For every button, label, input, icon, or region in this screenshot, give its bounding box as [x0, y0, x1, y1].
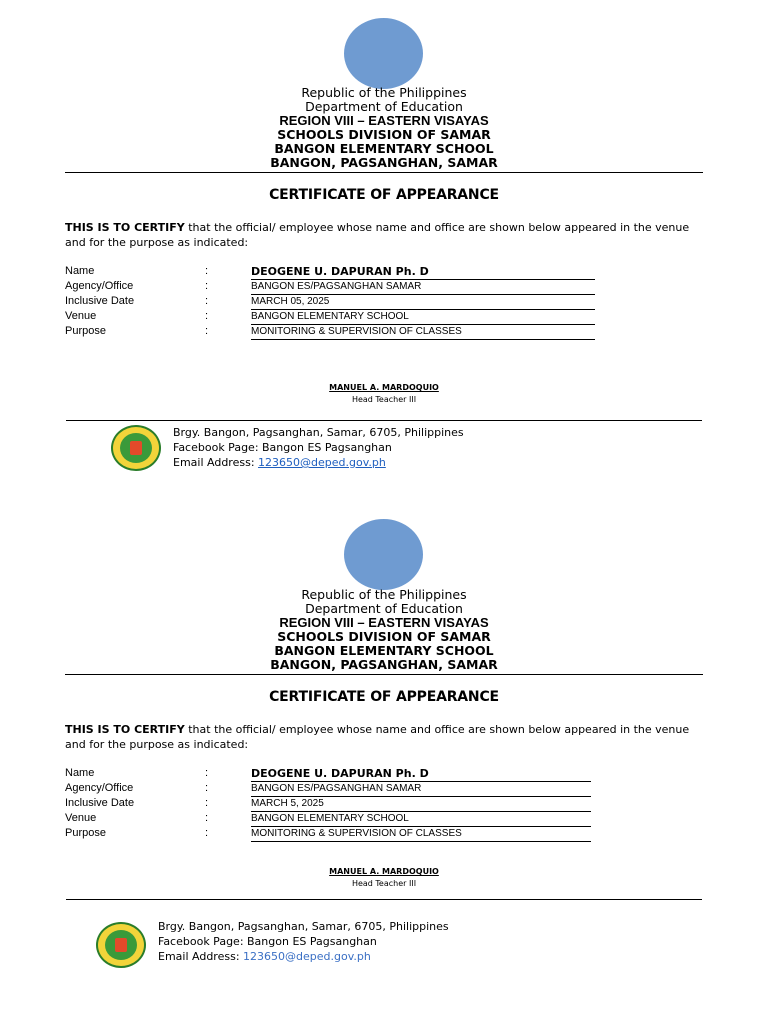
email-text[interactable]: 123650@deped.gov.ph [243, 950, 371, 963]
label-venue: Venue [65, 812, 97, 824]
colon: : [205, 265, 209, 277]
label-purpose: Purpose [65, 827, 106, 839]
label-venue: Venue [65, 310, 97, 322]
header-divider [65, 172, 703, 173]
contact-block [158, 919, 449, 964]
label-purpose: Purpose [65, 325, 106, 337]
deped-seal-placeholder [344, 519, 423, 590]
email-label: Email Address: [158, 950, 244, 963]
contact-address: Brgy. Bangon, Pagsanghan, Samar, 6705, Philippines [158, 920, 449, 933]
header-address: BANGON, PAGSANGHAN, SAMAR [270, 657, 498, 672]
value-purpose: MONITORING & SUPERVISION OF CLASSES [251, 827, 591, 842]
certify-body: that the official/ employee whose name and office are shown below appeared in the venue and for the purpose as indicated: [65, 723, 690, 751]
footer-divider [66, 899, 702, 900]
email-label: Email Address: [173, 456, 259, 469]
value-name: DEOGENE U. DAPURAN Ph. D [251, 767, 591, 782]
value-purpose: MONITORING & SUPERVISION OF CLASSES [251, 325, 595, 340]
contact-email [173, 455, 464, 470]
value-name: DEOGENE U. DAPURAN Ph. D [251, 265, 595, 280]
colon: : [205, 310, 209, 322]
colon: : [205, 325, 209, 337]
value-agency: BANGON ES/PAGSANGHAN SAMAR [251, 280, 595, 295]
value-agency: BANGON ES/PAGSANGHAN SAMAR [251, 782, 591, 797]
colon: : [205, 295, 209, 307]
certify-lead: THIS IS TO CERTIFY [65, 723, 185, 736]
signer-name: MANUEL A. MARDOQUIO [329, 867, 439, 876]
certificate-1 [0, 0, 768, 500]
header-school: BANGON ELEMENTARY SCHOOL [274, 141, 494, 156]
label-name: Name [65, 265, 95, 277]
certify-statement [65, 722, 705, 752]
header-republic: Republic of the Philippines [301, 587, 467, 602]
contact-block [173, 425, 464, 470]
header-region: REGION VIII – EASTERN VISAYAS [279, 113, 489, 128]
certify-statement [65, 220, 705, 250]
certificate-title: CERTIFICATE OF APPEARANCE [269, 187, 499, 203]
label-date: Inclusive Date [65, 797, 135, 809]
certificate-title: CERTIFICATE OF APPEARANCE [269, 689, 499, 705]
header-department: Department of Education [305, 601, 463, 616]
colon: : [205, 797, 209, 809]
certify-lead: THIS IS TO CERTIFY [65, 221, 185, 234]
field-venue [65, 812, 705, 827]
field-purpose [65, 827, 705, 842]
signer-name: MANUEL A. MARDOQUIO [329, 383, 439, 392]
colon: : [205, 280, 209, 292]
header-division: SCHOOLS DIVISION OF SAMAR [277, 629, 491, 644]
label-date: Inclusive Date [65, 295, 135, 307]
email-link[interactable]: 123650@deped.gov.ph [258, 456, 386, 469]
value-venue: BANGON ELEMENTARY SCHOOL [251, 310, 595, 325]
colon: : [205, 782, 209, 794]
field-date [65, 295, 705, 310]
field-agency [65, 782, 705, 797]
field-purpose [65, 325, 705, 340]
field-venue [65, 310, 705, 325]
header-address: BANGON, PAGSANGHAN, SAMAR [270, 155, 498, 170]
label-agency: Agency/Office [65, 782, 134, 794]
school-logo-icon [111, 425, 161, 471]
colon: : [205, 827, 209, 839]
contact-facebook: Facebook Page: Bangon ES Pagsanghan [158, 935, 377, 948]
label-name: Name [65, 767, 95, 779]
header-republic: Republic of the Philippines [301, 85, 467, 100]
footer-divider [66, 420, 702, 421]
label-agency: Agency/Office [65, 280, 134, 292]
signer-title: Head Teacher III [351, 395, 417, 404]
colon: : [205, 812, 209, 824]
deped-seal-placeholder [344, 18, 423, 89]
contact-address: Brgy. Bangon, Pagsanghan, Samar, 6705, Philippines [173, 426, 464, 439]
value-date: MARCH 5, 2025 [251, 797, 591, 812]
certify-body: that the official/ employee whose name and office are shown below appeared in the venue and for the purpose as indicated: [65, 221, 690, 249]
contact-facebook: Facebook Page: Bangon ES Pagsanghan [173, 441, 392, 454]
contact-email [158, 949, 449, 964]
field-agency [65, 280, 705, 295]
value-date: MARCH 05, 2025 [251, 295, 595, 310]
certificate-2 [0, 502, 768, 1002]
field-name [65, 265, 705, 280]
signer-title: Head Teacher III [351, 879, 417, 888]
header-divider [65, 674, 703, 675]
colon: : [205, 767, 209, 779]
field-name [65, 767, 705, 782]
field-date [65, 797, 705, 812]
school-logo-icon [96, 922, 146, 968]
header-department: Department of Education [305, 99, 463, 114]
value-venue: BANGON ELEMENTARY SCHOOL [251, 812, 591, 827]
header-division: SCHOOLS DIVISION OF SAMAR [277, 127, 491, 142]
header-school: BANGON ELEMENTARY SCHOOL [274, 643, 494, 658]
header-region: REGION VIII – EASTERN VISAYAS [279, 615, 489, 630]
